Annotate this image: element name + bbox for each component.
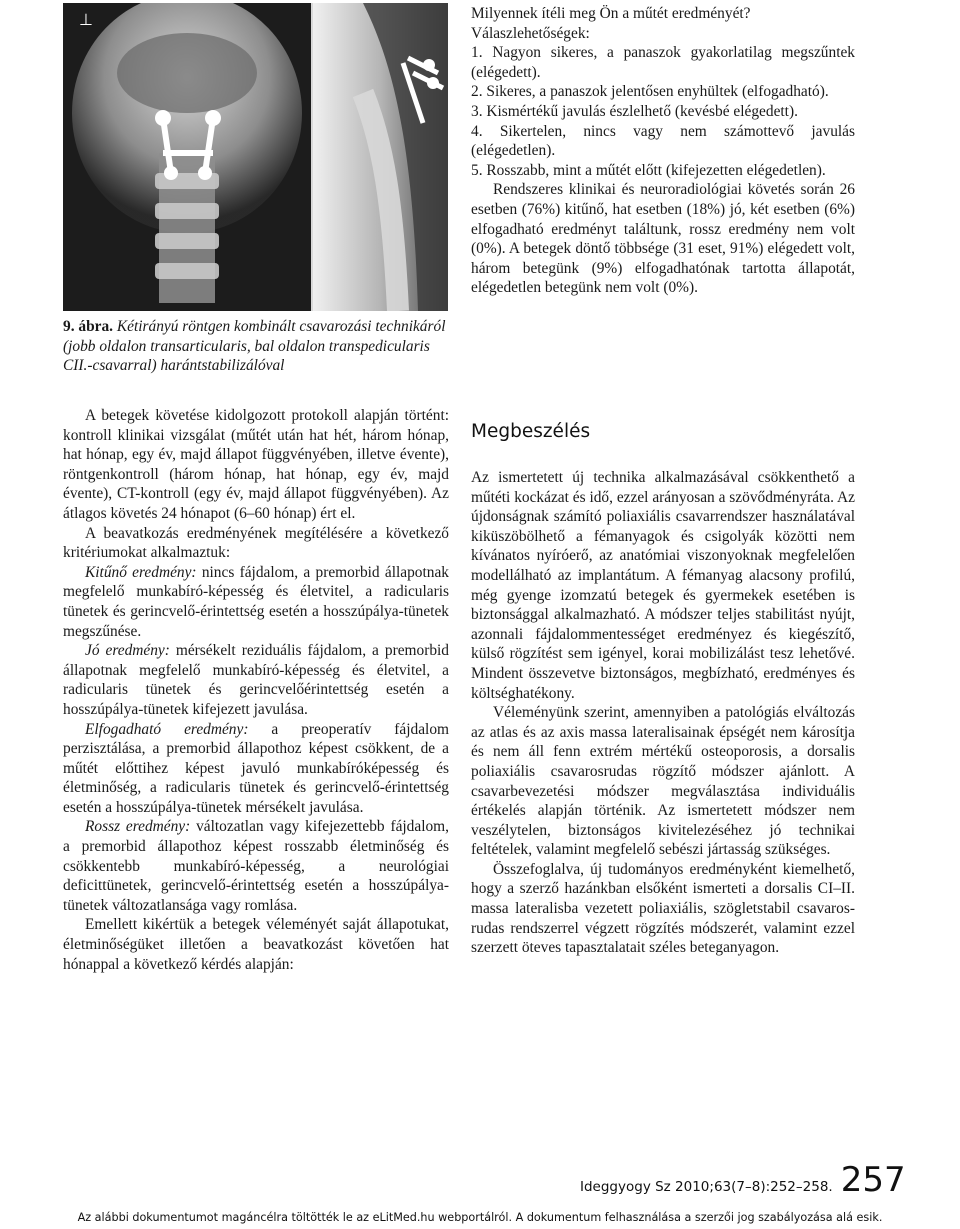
criterion-term: Kitűnő eredmény: (85, 563, 197, 581)
paragraph-followup: A betegek követése kidolgozott protokoll alapján történt: kontroll klinikai vizsgálat (műtét után hat hét, három hónap, hat hónap, egy év, majd állapot függvényében, illetve évente), röntgenkontroll (három hónap, hat hónap, egy év, majd évente), CT-kontroll (egy év, majd állapot függvényében). Az átlagos követés 24 hónapot (6–60 hónap) ért el. (63, 407, 449, 522)
figure-caption-text: Kétirányú röntgen kombinált csavarozási technikáról (jobb oldalon transarticularis, bal oldalon transpedicularis CII.-csavarral) harántstabilizálóval (63, 318, 446, 374)
option-item: 2. Sikeres, a panaszok jelentősen enyhültek (elfogadható). (471, 83, 829, 101)
page-number: 257 (840, 1160, 906, 1200)
criterion-text: változatlan vagy kifejezettebb fájdalom, a premorbid állapothoz képest rosszabb életminőség és csökkentebb munkabíró-képesség, a neurológiai deficittünetek, gerincvelő-érintettség esetén a hosszúpálya-tünetek változatlansága vagy romlása. (63, 818, 449, 914)
figure-label: 9. ábra. (63, 318, 114, 335)
option-item: 4. Sikertelen, nincs vagy nem számottevő javulás (elégedetlen). (471, 122, 855, 160)
paragraph-closing: Emellett kikértük a betegek véleményét saját állapotukat, életminőségüket illetően a beavatkozást követően hat hónappal a következő kérdés alapján: (63, 916, 449, 973)
discussion-paragraph: Véleményünk szerint, amennyiben a patológiás elváltozás az atlas és az axis massa lateralisainak épségét nem károsítja és nem áll fenn extrém mértékű osteoporosis, a dorsalis poliaxiális csavarosrudas rögzítő módszer ajánlott. A csavarbevezetési módszer megválasztása individuális értékelés alapján történik. Az ismertetett módszer nem veszélytelen, biztonságos kivitelezéséhez jó technikai feltételek, valamint megfelelő sebészi jártasság szükséges. (471, 704, 855, 859)
options-label: Válaszlehetőségek: (471, 24, 590, 42)
criterion-term: Jó eredmény: (85, 642, 170, 660)
criterion-term: Rossz eredmény: (85, 818, 191, 836)
journal-reference: Ideggyogy Sz 2010;63(7–8):252–258. (580, 1179, 833, 1195)
paragraph-criteria-intro: A beavatkozás eredményének megítélésére a következő kritériumokat alkalmaztuk: (63, 524, 449, 562)
discussion-paragraph: Összefoglalva, új tudományos eredményként kiemelhető, hogy a szerző hazánkban elsőként ismerteti a dorsalis CI–II. massa lateralisba vezetett poliaxiális, szögletstabil csavaros-rudas rendszerrel végzett rögzítés módszerét, valamint ezzel szerzett öteves tapasztalatait széles beteganyagon. (471, 860, 855, 957)
option-item: 1. Nagyon sikeres, a panaszok gyakorlatilag megszűntek (elégedett). (471, 44, 855, 81)
criterion-poor (63, 817, 449, 915)
criterion-text: mérsékelt reziduális fájdalom, a premorbid állapotnak megfelelő munkabíró-képesség és életvitel, a radicularis tünetek és gerincvelőérintettség esetén a hosszúpálya-tünetek kifejezett javulása. (63, 642, 449, 718)
xray-radiograph-icon (63, 3, 448, 311)
xray-figure (63, 3, 448, 311)
option-item: 3. Kismértékű javulás észlelhető (kevésbé elégedett). (471, 102, 798, 120)
criterion-excellent (63, 563, 449, 641)
criterion-acceptable (63, 720, 449, 818)
criterion-good (63, 641, 449, 719)
survey-question: Milyennek ítéli meg Ön a műtét eredményét? (471, 5, 751, 22)
figure-caption (63, 317, 453, 376)
results-paragraph: Rendszeres klinikai és neuroradiológiai követés során 26 esetben (76%) kitűnő, hat esetben (18%) jó, két esetben (6%) elfogadható eredményt találtunk, rossz eredmény nem volt (0%). A betegek döntő többsége (31 eset, 91%) elégedett volt, három betegünk (9%) elfogadhatónak tartotta állapotát, elégedetlen betegünk nem volt (0%). (471, 181, 855, 297)
right-column-top (471, 4, 855, 298)
svg-text:⊥: ⊥ (79, 10, 93, 29)
criterion-text: nincs fájdalom, a premorbid állapotnak megfelelő munkabíró-képesség és életvitel, a radicularis tünetek és gerincvelő-érintettség esetén a hosszúpálya-tünetek megszűnése. (63, 563, 450, 640)
right-column-discussion (471, 468, 855, 958)
option-item: 5. Rosszabb, mint a műtét előtt (kifejezetten elégedetlen). (471, 161, 826, 179)
journal-citation (580, 1160, 906, 1200)
discussion-paragraph: Az ismertetett új technika alkalmazásával csökkenthető a műtéti kockázat és idő, ezzel arányosan a szövődményráta. Az újdonságnak számító poliaxiális csavarrendszer használatával kiküszöbölhető a fémanyagok és csigolyák közötti nem kívánatos nyíróerő, az anatómiai viszonyoknak megfelelően modellálható az implantátum. A fémanyag alacsony profilú, még gyenge izomzatú betegek és gyermekek esetében is biztonsággal alkalmazható. A módszer teljes stabilitást nyújt, azonnali fájdalommentességet eredményez és kiegészítő, külső rögzítést sem igényel, korai mobilizálást tesz lehetővé. Mindent összevetve biztonságos, megbízható, eredményes és költséghatékony. (471, 469, 855, 702)
criterion-text: a preoperatív fájdalom perzisztálása, a premorbid állapothoz képest csökkent, de a műtét előttihez képest javuló munkabíróképesség és életminőség, a radicularis tünetek és gerincvelő-érintettség esetén a hosszúpálya-tünetek mérsékelt javulása. (63, 720, 449, 816)
left-column (63, 406, 449, 974)
download-notice: Az alábbi dokumentumot magáncélra töltötték le az eLitMed.hu webportálról. A dokumentum felhasználása a szerzői jog szabályozása alá esik. (77, 1211, 883, 1224)
section-title: Megbeszélés (471, 421, 591, 442)
criterion-term: Elfogadható eredmény: (85, 720, 249, 738)
